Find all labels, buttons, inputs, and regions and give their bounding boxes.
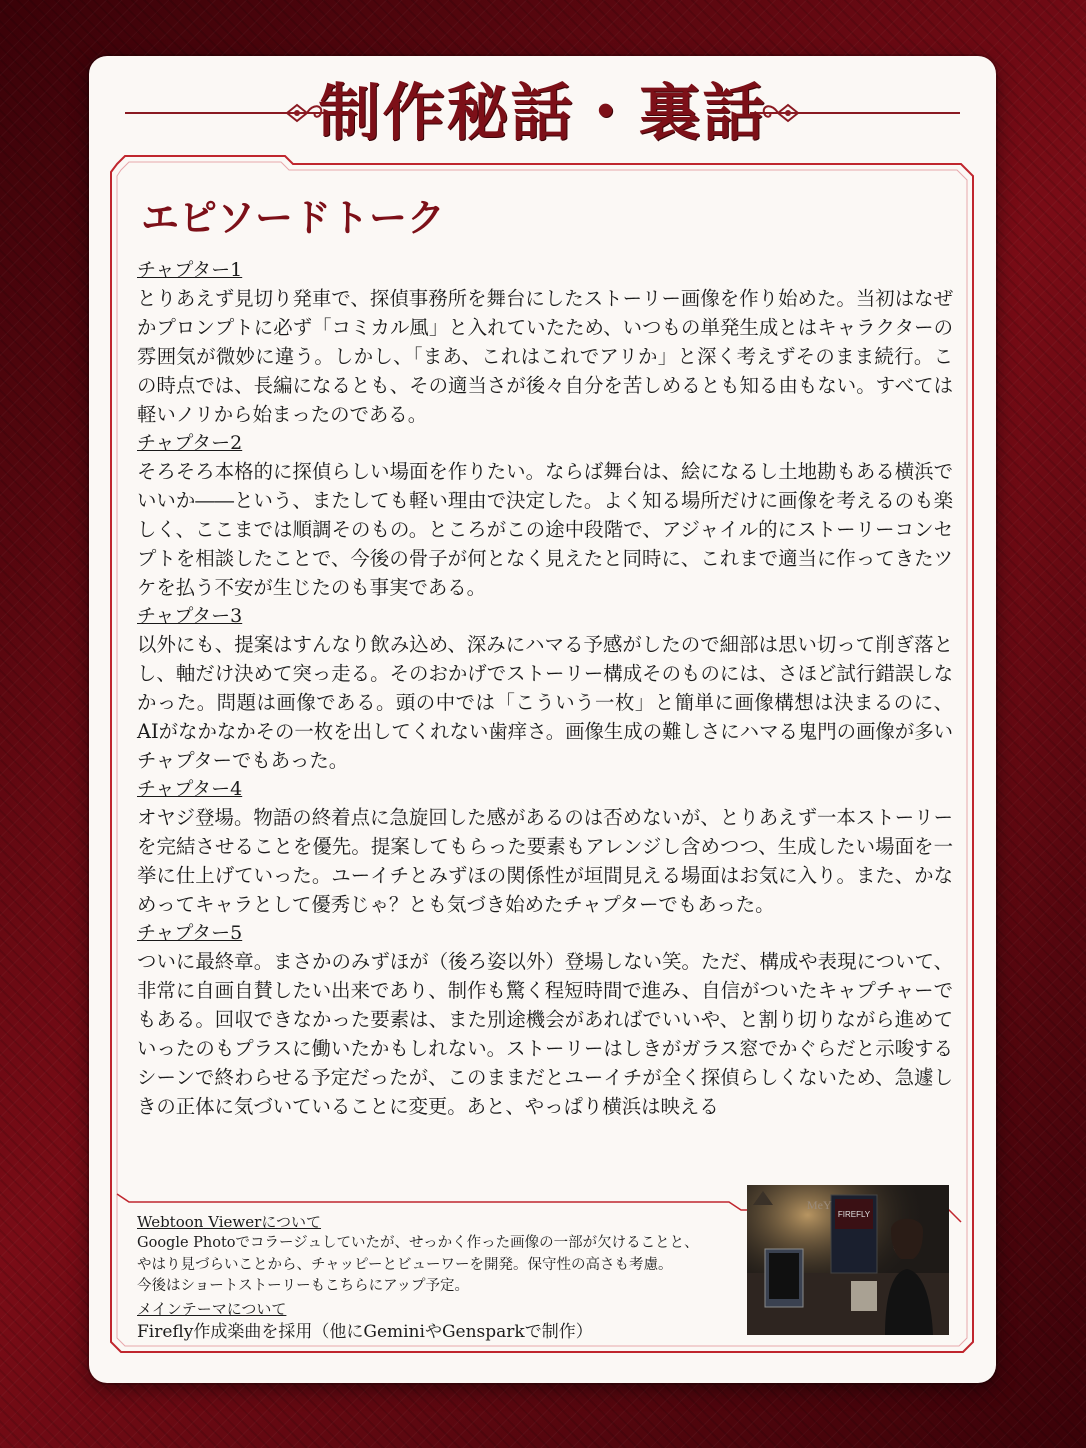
office-photo <box>747 1185 949 1335</box>
viewer-note-line: 今後はショートストーリーもこちらにアップ予定。 <box>137 1278 470 1294</box>
chapter-body: 以外にも、提案はすんなり飲み込め、深みにハマる予感がしたので細部は思い切って削ぎ落とし、軸だけ決めて突っ走る。そのおかげでストーリー構成そのものには、さほど試行錯誤しなかった。問題は画像である。頭の中では「こういう一枚」と簡単に画像構想は決まるのに、AIがなかなかその一枚を出してくれない歯痒さ。画像生成の難しさにハマる鬼門の画像が多いチャプターでもあった。 <box>137 633 953 772</box>
episode-talk-section <box>137 196 953 1121</box>
chapter-2 <box>137 429 953 602</box>
chapter-body: そろそろ本格的に探偵らしい場面を作りたい。ならば舞台は、絵になるし土地勘もある横浜でいいか――という、またしても軽い理由で決定した。よく知る場所だけに画像を考えるのも楽しく、ここまでは順調そのもの。ところがこの途中段階で、アジャイル的にストーリーコンセプトを相談したことで、今後の骨子が何となく見えたと同時に、これまで適当に作ってきたツケを払う不安が生じたのも事実である。 <box>137 460 953 599</box>
notes-section <box>137 1211 747 1344</box>
poster-text: FIREFLY <box>837 1210 871 1219</box>
content-card <box>89 56 996 1383</box>
office-photo-illustration <box>747 1185 949 1335</box>
chapter-4 <box>137 775 953 919</box>
chapter-body: とりあえず見切り発車で、探偵事務所を舞台にしたストーリー画像を作り始めた。当初はなぜかプロンプトに必ず「コミカル風」と入れていたため、いつもの単発生成とはキャラクターの雰囲気が微妙に違う。しかし、「まあ、これはこれでアリか」と深く考えずそのまま続行。この時点では、長編になるとも、その適当さが後々自分を苦しめるとも知る由もない。すべては軽いノリから始まったのである。 <box>137 287 953 426</box>
chapter-label: チャプター2 <box>137 432 243 454</box>
page-title: 制作秘話・裏話 <box>318 76 767 149</box>
chapter-5 <box>137 919 953 1121</box>
section-title: エピソードトーク <box>141 195 446 240</box>
chapter-3 <box>137 602 953 775</box>
theme-note-label: メインテーマについて <box>137 1299 287 1318</box>
chapter-label: チャプター4 <box>137 778 243 800</box>
sign-text: MeY <box>807 1198 832 1212</box>
chapter-label: チャプター5 <box>137 922 243 944</box>
chapter-1 <box>137 256 953 429</box>
viewer-note-label: Webtoon Viewerについて <box>137 1213 322 1231</box>
chapter-label: チャプター1 <box>137 259 243 281</box>
chapter-body: ついに最終章。まさかのみずほが（後ろ姿以外）登場しない笑。ただ、構成や表現について、非常に自画自賛したい出来であり、制作も驚く程短時間で進み、自信がついたキャプチャーでもある。回収できなかった要素は、また別途機会があればでいいや、と割り切りながら進めていったのもプラスに働いたかもしれない。ストーリーはしきがガラス窓でかぐらだと示唆するシーンで終わらせる予定だったが、このままだとユーイチが全く探偵らしくないため、急遽しきの正体に気づいていることに変更。あと、やっぱり横浜は映える <box>137 950 953 1118</box>
theme-note-body: Firefly作成楽曲を採用（他にGeminiやGensparkで制作） <box>137 1321 593 1342</box>
viewer-note-line: Google Photoでコラージュしていたが、せっかく作った画像の一部が欠けることと、 <box>137 1235 699 1251</box>
chapter-body: オヤジ登場。物語の終着点に急旋回した感があるのは否めないが、とりあえず一本ストーリーを完結させることを優先。提案してもらった要素もアレンジし含めつつ、生成したい場面を一挙に仕上げていった。ユーイチとみずほの関係性が垣間見える場面はお気に入り。また、かなめってキャラとして優秀じゃ？とも気づき始めたチャプターでもあった。 <box>137 806 953 916</box>
viewer-note-line: やはり見づらいことから、チャッピーとビューワーを開発。保守性の高さも考慮。 <box>137 1256 673 1273</box>
chapter-label: チャプター3 <box>137 605 243 627</box>
